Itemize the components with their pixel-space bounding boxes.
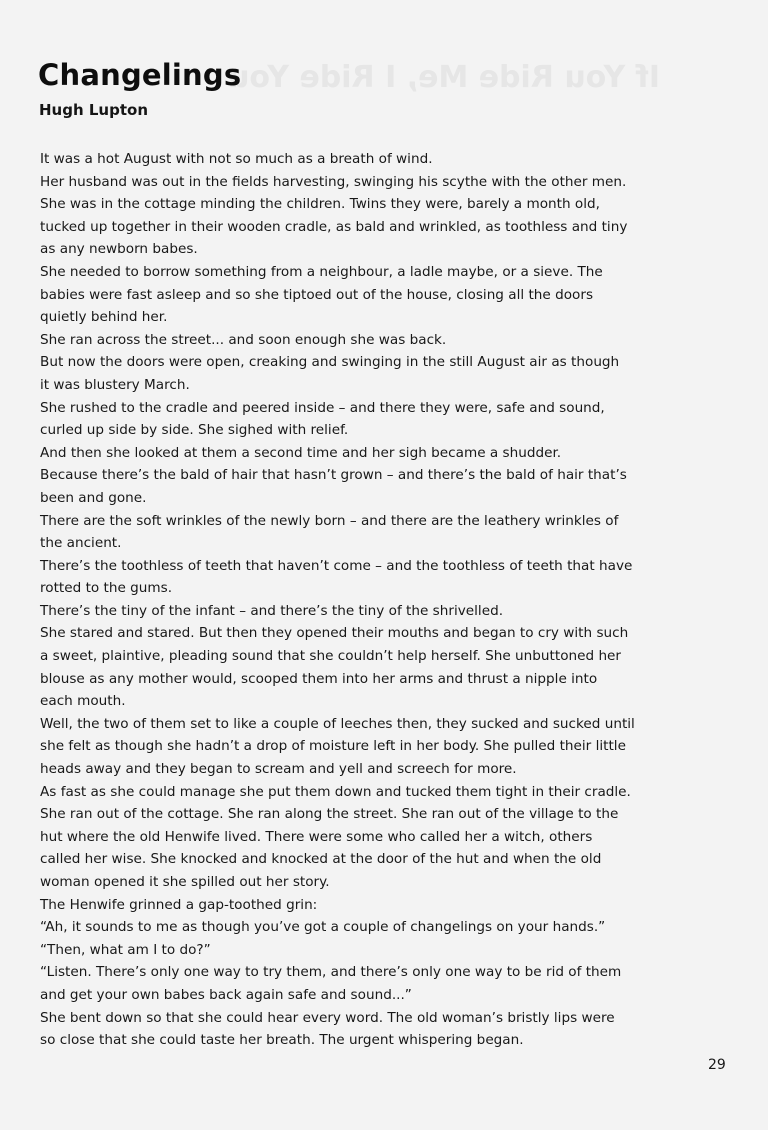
text-line: quietly behind her. — [40, 309, 168, 326]
text-line: been and gone. — [40, 489, 147, 506]
text-line: a sweet, plaintive, pleading sound that she couldn’t help herself. She unbuttoned her — [40, 648, 622, 665]
text-line: Well, the two of them set to like a couple of leeches then, they sucked and sucked until — [40, 715, 635, 732]
text-line: There are the soft wrinkles of the newly born – and there are the leathery wrinkles of — [40, 512, 619, 529]
text-line: She was in the cottage minding the children. Twins they were, barely a month old, — [40, 196, 600, 213]
text-line: “Listen. There’s only one way to try them, and there’s only one way to be rid of them — [40, 964, 622, 981]
story-body — [40, 148, 700, 1052]
page-number: 29 — [708, 1057, 726, 1073]
text-line: And then she looked at them a second time and her sigh became a shudder. — [40, 444, 562, 461]
text-line: each mouth. — [40, 693, 126, 710]
text-line: The Henwife grinned a gap-toothed grin: — [40, 896, 318, 913]
text-line: blouse as any mother would, scooped them into her arms and thrust a nipple into — [40, 670, 598, 687]
text-line: and get your own babes back again safe and sound...” — [40, 986, 412, 1003]
text-line: She ran across the street... and soon enough she was back. — [40, 331, 447, 348]
text-line: She needed to borrow something from a neighbour, a ladle maybe, or a sieve. The — [40, 263, 603, 280]
text-line: it was blustery March. — [40, 376, 190, 393]
show-through-text: If You Ride Me, I Ride You — [228, 60, 660, 95]
text-line: There’s the toothless of teeth that haven’t come – and the toothless of teeth that have — [40, 557, 633, 574]
text-line: tucked up together in their wooden cradle, as bald and wrinkled, as toothless and tiny — [40, 218, 628, 235]
text-line: But now the doors were open, creaking and swinging in the still August air as though — [40, 354, 620, 371]
text-line: She rushed to the cradle and peered inside – and there they were, safe and sound, — [40, 399, 605, 416]
text-line: so close that she could taste her breath. The urgent whispering began. — [40, 1032, 524, 1049]
text-line: woman opened it she spilled out her story. — [40, 874, 330, 890]
text-line: curled up side by side. She sighed with relief. — [40, 422, 349, 439]
text-line: Her husband was out in the fields harvesting, swinging his scythe with the other men. — [40, 173, 627, 190]
text-line: as any newborn babes. — [40, 241, 198, 258]
text-line: She stared and stared. But then they opened their mouths and began to cry with such — [40, 625, 629, 642]
story-title: Changelings — [38, 58, 242, 92]
text-line: hut where the old Henwife lived. There were some who called her a witch, others — [40, 828, 593, 845]
text-line: As fast as she could manage she put them down and tucked them tight in their cradle. — [40, 783, 631, 800]
text-line: Because there’s the bald of hair that hasn’t grown – and there’s the bald of hair that’s — [40, 467, 627, 484]
text-line: It was a hot August with not so much as a breath of wind. — [40, 151, 433, 167]
author-name: Hugh Lupton — [39, 101, 148, 119]
text-line: She bent down so that she could hear every word. The old woman’s bristly lips were — [40, 1009, 615, 1026]
text-line: “Ah, it sounds to me as though you’ve got a couple of changelings on your hands.” — [40, 919, 606, 936]
text-line: “Then, what am I to do?” — [40, 941, 211, 958]
text-line: babies were fast asleep and so she tiptoed out of the house, closing all the doors — [40, 286, 594, 303]
text-line: the ancient. — [40, 535, 122, 552]
text-line: There’s the tiny of the infant – and there’s the tiny of the shrivelled. — [40, 602, 504, 619]
text-line: she felt as though she hadn’t a drop of moisture left in her body. She pulled their little — [40, 738, 626, 755]
text-line: heads away and they began to scream and yell and screech for more. — [40, 761, 517, 778]
text-line: She ran out of the cottage. She ran along the street. She ran out of the village to the — [40, 806, 619, 823]
text-line: called her wise. She knocked and knocked at the door of the hut and when the old — [40, 851, 602, 868]
text-line: rotted to the gums. — [40, 580, 173, 597]
